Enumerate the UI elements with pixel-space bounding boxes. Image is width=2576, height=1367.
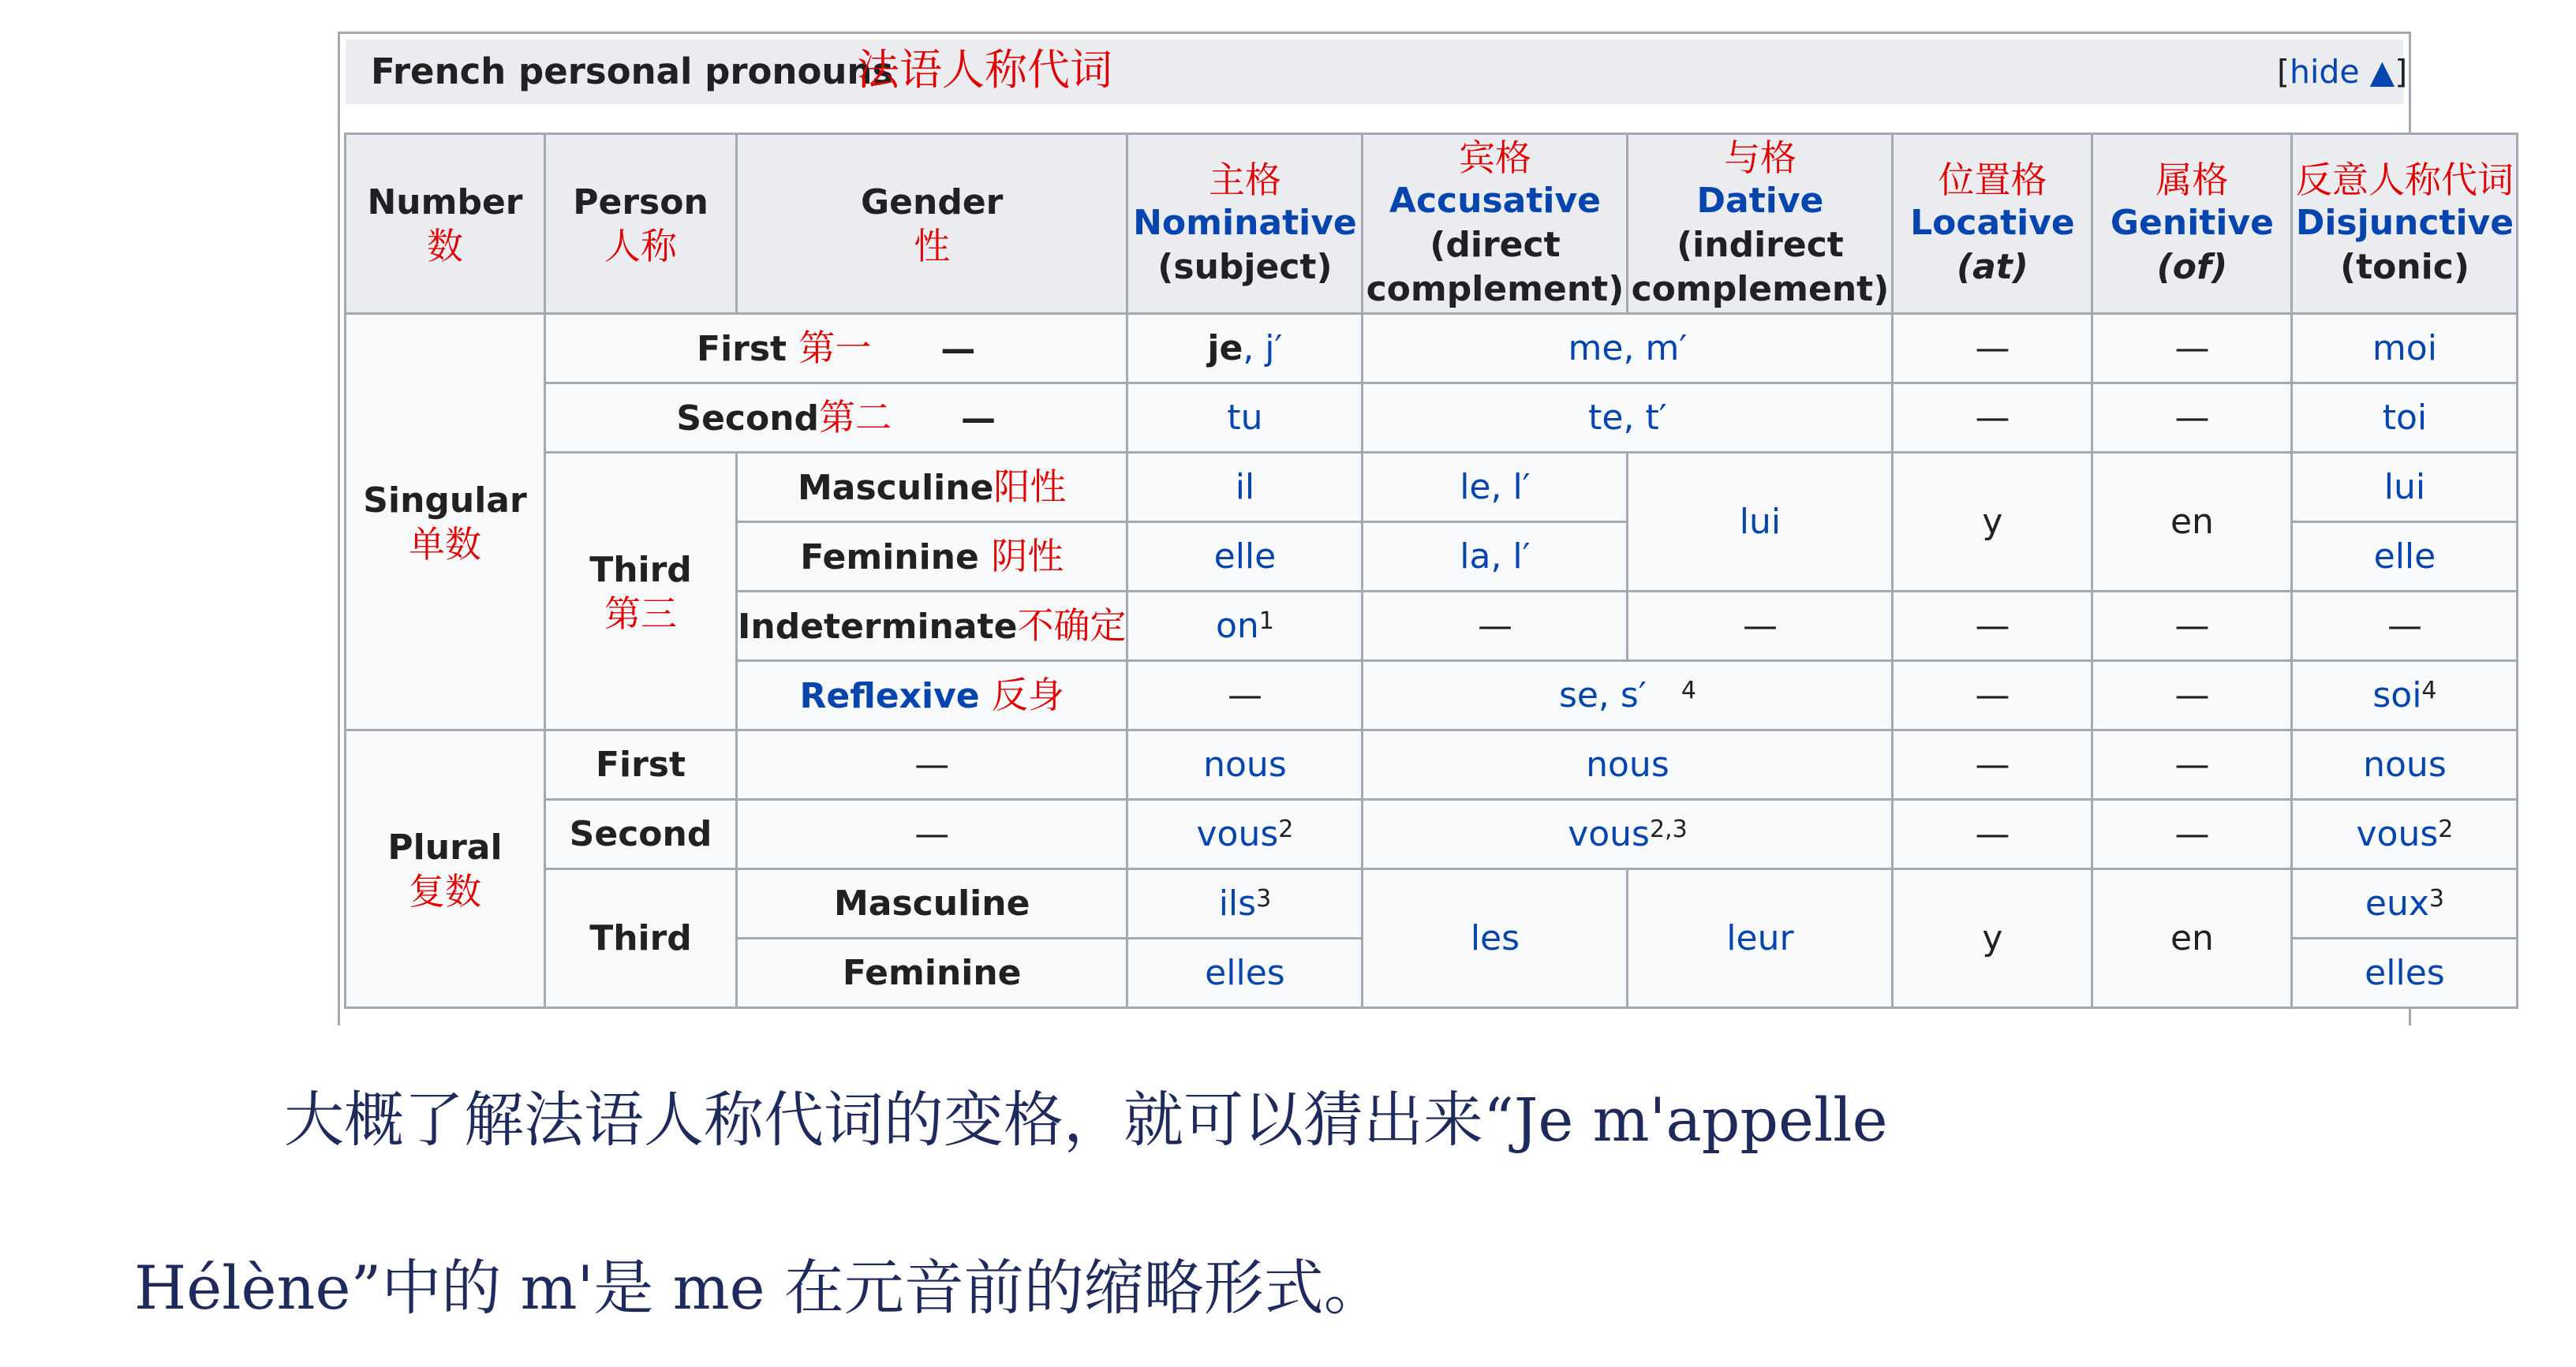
plural-first-label: First (545, 730, 737, 800)
locative-cell: — (1893, 661, 2092, 730)
disjunctive-toi: toi (2292, 383, 2518, 453)
header-person: Person 人称 (545, 134, 737, 314)
locative-cell: — (1893, 592, 2092, 661)
feminine-label: Feminine 阴性 (737, 522, 1127, 592)
accusative-cell: — (1363, 592, 1628, 661)
plural-second-label: Second (545, 800, 737, 869)
disjunctive-moi: moi (2292, 314, 2518, 383)
disjunctive-cell: — (2292, 592, 2518, 661)
disjunctive-soi: soi$^4$ (2292, 661, 2518, 730)
explanation-line-2: Hélène”中的 m'是 me 在元音前的缩略形式。 (134, 1253, 1384, 1323)
header-locative: 位置格 Locative (at) (1893, 134, 2092, 314)
disjunctive-elles: elles (2292, 939, 2518, 1008)
accusative-dative-vous: vous$^{2,3}$ (1363, 800, 1893, 869)
singular-label: Singular 单数 (346, 314, 545, 730)
table-row (346, 383, 2518, 453)
first-person-label: First 第一 — (545, 314, 1127, 383)
accusative-les: les (1363, 869, 1628, 1008)
reflexive-link[interactable]: Reflexive (799, 675, 980, 716)
pronoun-table (344, 133, 2518, 1009)
table-row (346, 314, 2518, 383)
table-title-translation: 法语人称代词 (857, 45, 1112, 95)
nominative-elle: elle (1127, 522, 1363, 592)
indeterminate-label: Indeterminate不确定 (737, 592, 1127, 661)
nominative-nous: nous (1127, 730, 1363, 800)
nominative-tu: tu (1127, 383, 1363, 453)
nominative-on: $on^1$ (1127, 592, 1363, 661)
locative-y: y (1893, 869, 2092, 1008)
header-row (346, 134, 2518, 314)
table-title: French personal pronouns (371, 50, 894, 92)
nominative-cell: — (1127, 661, 1363, 730)
accusative-dative-te: te, t′ (1363, 383, 1893, 453)
nominative-je: je, j′ (1127, 314, 1363, 383)
locative-cell: — (1893, 383, 2092, 453)
locative-cell: — (1893, 730, 2092, 800)
dative-link[interactable]: Dative (1696, 180, 1824, 221)
accusative-dative-nous: nous (1363, 730, 1893, 800)
locative-cell: — (1893, 314, 2092, 383)
genitive-en: en (2092, 869, 2292, 1008)
nominative-elles: elles (1127, 939, 1363, 1008)
third-person-label: Third 第三 (545, 453, 737, 730)
second-person-label: Second第二 — (545, 383, 1127, 453)
accusative-dative-me: me, m′ (1363, 314, 1893, 383)
header-number: Number 数 (346, 134, 545, 314)
table-row (346, 730, 2518, 800)
table-row (346, 453, 2518, 522)
explanation-line-1: 大概了解法语人称代词的变格，就可以猜出来“Je m'appelle (284, 1085, 1888, 1155)
genitive-link[interactable]: Genitive (2110, 202, 2274, 243)
genitive-cell: — (2092, 314, 2292, 383)
header-genitive: 属格 Genitive (of) (2092, 134, 2292, 314)
disjunctive-lui: lui (2292, 453, 2518, 522)
table-row (346, 800, 2518, 869)
genitive-cell: — (2092, 592, 2292, 661)
plural-masculine-label: Masculine (737, 869, 1127, 939)
table-row (346, 869, 2518, 939)
header-gender: Gender 性 (737, 134, 1127, 314)
genitive-cell: — (2092, 383, 2292, 453)
genitive-cell: — (2092, 661, 2292, 730)
genitive-en: en (2092, 453, 2292, 592)
disjunctive-nous: nous (2292, 730, 2518, 800)
disjunctive-elle: elle (2292, 522, 2518, 592)
header-accusative: 宾格 Accusative (direct complement) (1363, 134, 1628, 314)
gender-cell: — (737, 730, 1127, 800)
genitive-cell: — (2092, 730, 2292, 800)
dative-lui: lui (1628, 453, 1893, 592)
plural-label: Plural 复数 (346, 730, 545, 1008)
header-disjunctive: 反意人称代词 Disjunctive (tonic) (2292, 134, 2518, 314)
plural-third-label: Third (545, 869, 737, 1008)
dative-cell: — (1628, 592, 1893, 661)
nominative-ils: ils$^3$ (1127, 869, 1363, 939)
accusative-dative-se: se, s′ $^4$ (1363, 661, 1893, 730)
plural-feminine-label: Feminine (737, 939, 1127, 1008)
locative-link[interactable]: Locative (1910, 202, 2075, 243)
disjunctive-eux: eux$^3$ (2292, 869, 2518, 939)
nominative-vous: vous$^2$ (1127, 800, 1363, 869)
gender-cell: — (737, 800, 1127, 869)
nominative-link[interactable]: Nominative (1133, 202, 1357, 243)
locative-cell: — (1893, 800, 2092, 869)
hide-toggle[interactable]: [hide ▲] (2277, 53, 2408, 91)
disjunctive-vous: vous$^2$ (2292, 800, 2518, 869)
accusative-le: le, l′ (1363, 453, 1628, 522)
reflexive-label[interactable]: Reflexive 反身 (737, 661, 1127, 730)
nominative-il: il (1127, 453, 1363, 522)
genitive-cell: — (2092, 800, 2292, 869)
locative-y: y (1893, 453, 2092, 592)
masculine-label: Masculine阳性 (737, 453, 1127, 522)
accusative-link[interactable]: Accusative (1389, 180, 1601, 221)
accusative-la: la, l′ (1363, 522, 1628, 592)
hide-link[interactable]: hide ▲ (2290, 53, 2395, 91)
disjunctive-link[interactable]: Disjunctive (2295, 202, 2514, 243)
header-nominative: 主格 Nominative (subject) (1127, 134, 1363, 314)
dative-leur: leur (1628, 869, 1893, 1008)
header-dative: 与格 Dative (indirect complement) (1628, 134, 1893, 314)
